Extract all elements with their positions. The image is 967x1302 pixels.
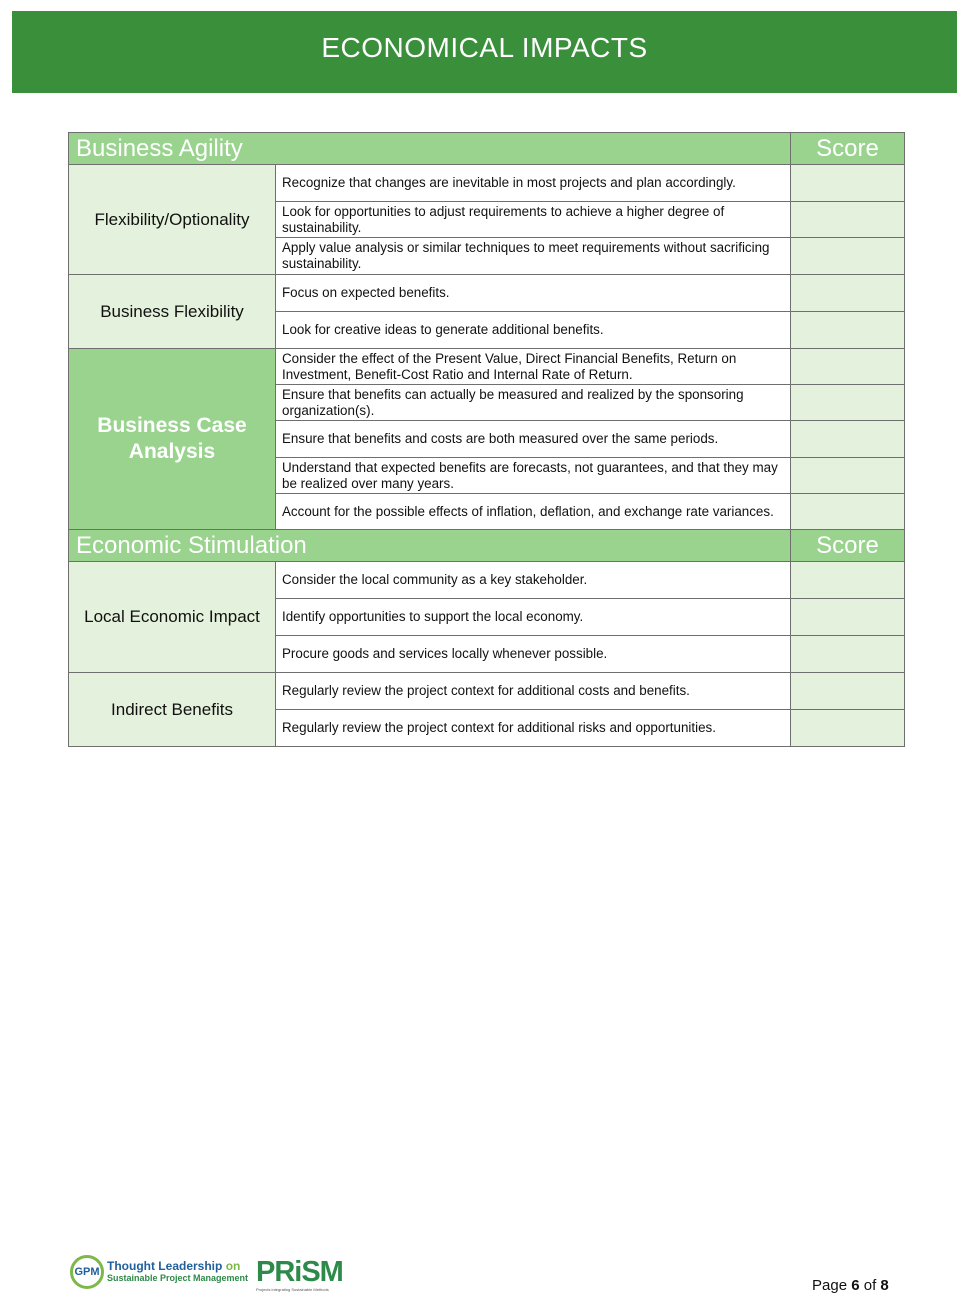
score-cell[interactable] — [791, 312, 905, 349]
table-row — [69, 673, 905, 710]
score-cell[interactable] — [791, 238, 905, 275]
checklist-item: Recognize that changes are inevitable in most projects and plan accordingly. — [276, 165, 791, 202]
score-cell[interactable] — [791, 385, 905, 421]
page-header-banner — [12, 11, 957, 93]
table-row — [69, 165, 905, 202]
score-cell[interactable] — [791, 421, 905, 458]
page-prefix: Page — [812, 1277, 848, 1294]
page-of: of — [863, 1277, 877, 1294]
checklist-item: Procure goods and services locally whenever possible. — [276, 636, 791, 673]
section-header-business-agility — [69, 133, 905, 165]
logo-line-2: Sustainable Project Management — [107, 1273, 249, 1283]
table-row — [69, 275, 905, 312]
score-column-header: Score — [791, 530, 905, 562]
prism-tagline: Projects integrating Sustainable Methods — [256, 1287, 329, 1292]
logo-line-1: Thought Leadership — [107, 1259, 223, 1273]
score-cell[interactable] — [791, 562, 905, 599]
page-total: 8 — [880, 1277, 889, 1294]
checklist-item: Consider the local community as a key stakeholder. — [276, 562, 791, 599]
logo-line-1-suffix: on — [225, 1259, 241, 1273]
score-column-header: Score — [791, 133, 905, 165]
score-cell[interactable] — [791, 494, 905, 530]
score-cell[interactable] — [791, 458, 905, 494]
section-title: Economic Stimulation — [69, 530, 791, 562]
checklist-item: Look for opportunities to adjust requirements to achieve a higher degree of sustainability. — [276, 202, 791, 238]
score-cell[interactable] — [791, 636, 905, 673]
checklist-item: Look for creative ideas to generate additional benefits. — [276, 312, 791, 349]
checklist-item: Apply value analysis or similar techniques to meet requirements without sacrificing sustainability. — [276, 238, 791, 275]
category-business-flexibility: Business Flexibility — [69, 275, 276, 349]
checklist-item: Consider the effect of the Present Value, Direct Financial Benefits, Return on Investment, Benefit-Cost Ratio and Internal Rate of Return. — [276, 349, 791, 385]
checklist-item: Ensure that benefits can actually be measured and realized by the sponsoring organization(s). — [276, 385, 791, 421]
score-cell[interactable] — [791, 710, 905, 747]
checklist-item: Regularly review the project context for additional costs and benefits. — [276, 673, 791, 710]
section-title: Business Agility — [69, 133, 791, 165]
score-cell[interactable] — [791, 599, 905, 636]
checklist-item: Focus on expected benefits. — [276, 275, 791, 312]
score-cell[interactable] — [791, 275, 905, 312]
checklist-item: Identify opportunities to support the local economy. — [276, 599, 791, 636]
score-cell[interactable] — [791, 349, 905, 385]
category-flexibility-optionality: Flexibility/Optionality — [69, 165, 276, 275]
page-number — [812, 1277, 889, 1294]
checklist-item: Ensure that benefits and costs are both measured over the same periods. — [276, 421, 791, 458]
page-title: ECONOMICAL IMPACTS — [321, 32, 648, 63]
score-cell[interactable] — [791, 202, 905, 238]
table-row — [69, 562, 905, 599]
checklist-item: Understand that expected benefits are forecasts, not guarantees, and that they may be realized over many years. — [276, 458, 791, 494]
checklist-item: Account for the possible effects of inflation, deflation, and exchange rate variances. — [276, 494, 791, 530]
section-header-economic-stimulation — [69, 530, 905, 562]
table-row — [69, 349, 905, 385]
gpm-logo-text — [107, 1260, 248, 1284]
page-current: 6 — [851, 1277, 860, 1294]
prism-wordmark: PRiSM — [256, 1256, 343, 1288]
checklist-item: Regularly review the project context for additional risks and opportunities. — [276, 710, 791, 747]
economical-impacts-checklist-table — [68, 132, 905, 747]
category-indirect-benefits: Indirect Benefits — [69, 673, 276, 747]
category-business-case-analysis: Business Case Analysis — [69, 349, 276, 530]
gpm-globe-icon: GPM — [70, 1255, 104, 1289]
gpm-logo — [70, 1255, 248, 1289]
category-local-economic-impact: Local Economic Impact — [69, 562, 276, 673]
prism-logo — [256, 1258, 343, 1293]
score-cell[interactable] — [791, 673, 905, 710]
score-cell[interactable] — [791, 165, 905, 202]
